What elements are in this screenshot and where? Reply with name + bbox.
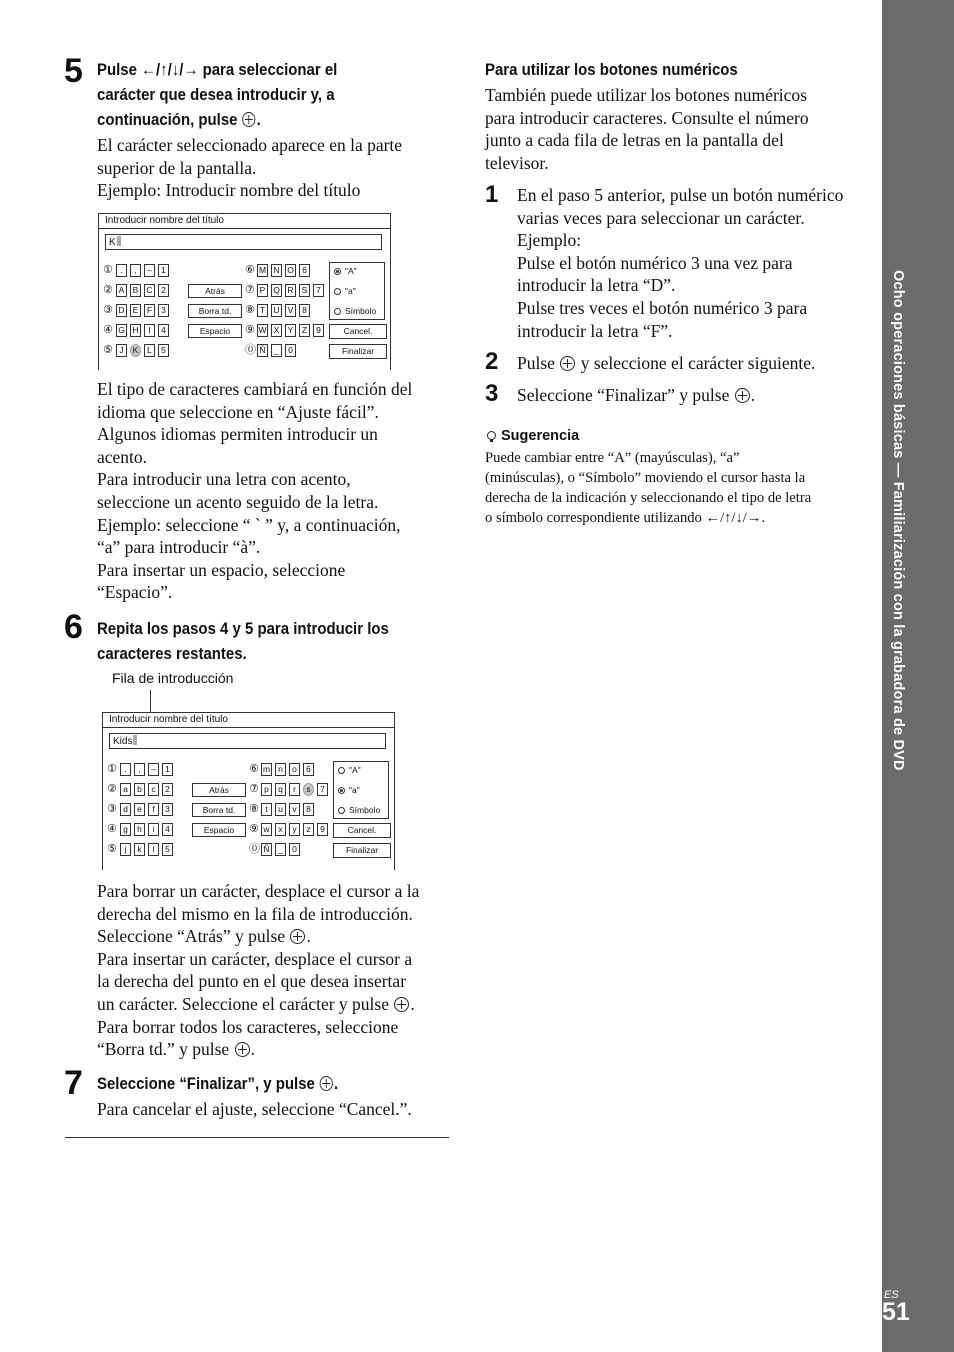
- enter-icon: [243, 112, 256, 127]
- char-key[interactable]: C: [144, 284, 155, 297]
- enter-icon: [560, 356, 575, 371]
- char-key[interactable]: G: [116, 324, 127, 337]
- char-key[interactable]: 8: [303, 803, 314, 816]
- char-key[interactable]: i: [148, 823, 159, 836]
- char-key[interactable]: 6: [299, 264, 310, 277]
- enter-icon: [394, 997, 409, 1012]
- char-key[interactable]: n: [275, 763, 286, 776]
- row-number: ⑦: [249, 783, 259, 795]
- char-key[interactable]: L: [144, 344, 155, 357]
- char-key[interactable]: u: [275, 803, 286, 816]
- char-key[interactable]: 9: [313, 324, 324, 337]
- case-option[interactable]: [334, 286, 356, 297]
- case-option[interactable]: [338, 765, 361, 776]
- char-key[interactable]: s: [303, 783, 314, 796]
- step-5-body-2: El tipo de caracteres cambiará en función del idioma que seleccione en “Ajuste fácil”. Algunos idiomas permiten introducir un acento. Para introducir una letra con acento, seleccione un acento seguido de la letra. Ejemplo: seleccione “ ` ” y, a continuación, “a” para introducir “à”. Para insertar un espacio, seleccione “Espacio”.: [97, 379, 413, 603]
- char-key[interactable]: S: [299, 284, 310, 297]
- side-tab-title: Ocho operaciones básicas — Familiarización con la grabadora de DVD: [890, 270, 906, 771]
- step-7-number: 7: [64, 1064, 83, 1102]
- char-key[interactable]: W: [258, 325, 267, 335]
- char-key[interactable]: 0: [289, 843, 300, 856]
- char-key[interactable]: 8: [299, 304, 310, 317]
- char-key[interactable]: K: [130, 344, 141, 357]
- title-input-field[interactable]: Kids: [109, 733, 386, 749]
- step-5-heading: Pulse ←/↑/↓/→ para seleccionar el carácter que desea introducir y, a continuación, pulse .: [97, 60, 338, 129]
- title-input-screen-1: [98, 213, 391, 370]
- char-key[interactable]: ,: [130, 264, 141, 277]
- numeric-buttons-heading: Para utilizar los botones numéricos: [485, 60, 738, 79]
- row-number: ⑧: [245, 304, 255, 316]
- char-key[interactable]: H: [130, 324, 141, 337]
- char-key[interactable]: h: [134, 823, 145, 836]
- option-label: "a": [349, 785, 360, 795]
- char-key[interactable]: d: [120, 803, 131, 816]
- char-key[interactable]: V: [285, 304, 296, 317]
- char-key[interactable]: o: [289, 763, 300, 776]
- char-key[interactable]: b: [134, 783, 145, 796]
- radio-icon: [338, 787, 345, 794]
- row-number: ⑥: [245, 264, 255, 276]
- row-number: ⑥: [249, 763, 259, 775]
- char-key[interactable]: r: [289, 783, 300, 796]
- char-key[interactable]: J: [116, 344, 127, 357]
- char-key[interactable]: A: [116, 284, 127, 297]
- row-number: ⑤: [103, 344, 113, 356]
- char-key[interactable]: p: [261, 783, 272, 796]
- row-number: ④: [107, 823, 117, 835]
- screen-title: Introducir nombre del título: [109, 714, 228, 725]
- char-key[interactable]: _: [275, 843, 286, 856]
- radio-icon: [334, 288, 341, 295]
- char-key[interactable]: B: [130, 284, 141, 297]
- char-key[interactable]: Z: [299, 324, 310, 337]
- page-number: 51: [882, 1298, 910, 1326]
- char-key[interactable]: .: [116, 264, 127, 277]
- numeric-intro: También puede utilizar los botones numéricos para introducir caracteres. Consulte el número junto a cada fila de letras en la pantalla del televisor.: [485, 85, 809, 173]
- char-key[interactable]: 4: [162, 823, 173, 836]
- char-key[interactable]: 9: [317, 823, 328, 836]
- row-number: ⑨: [245, 324, 255, 336]
- char-key[interactable]: 5: [158, 344, 169, 357]
- row-number: ②: [107, 783, 117, 795]
- screen-title: Introducir nombre del título: [105, 215, 224, 226]
- option-label: "A": [345, 266, 357, 276]
- char-key[interactable]: F: [144, 304, 155, 317]
- char-key[interactable]: Q: [271, 284, 282, 297]
- char-key[interactable]: 0: [285, 344, 296, 357]
- char-key[interactable]: 2: [158, 284, 169, 297]
- enter-icon: [735, 388, 750, 403]
- step-6-heading: Repita los pasos 4 y 5 para introducir los caracteres restantes.: [97, 619, 389, 663]
- char-key[interactable]: O: [285, 264, 296, 277]
- row-number: ⑤: [107, 843, 117, 855]
- char-key[interactable]: _: [271, 344, 282, 357]
- radio-icon: [334, 308, 341, 315]
- action-button[interactable]: Atrás: [192, 783, 246, 797]
- lightbulb-icon: [485, 428, 497, 442]
- char-key[interactable]: Ñ: [257, 344, 268, 357]
- char-key[interactable]: 1: [162, 763, 173, 776]
- radio-icon: [334, 268, 341, 275]
- char-key[interactable]: 6: [303, 763, 314, 776]
- option-label: Símbolo: [349, 805, 381, 815]
- char-key[interactable]: c: [148, 783, 159, 796]
- char-key[interactable]: –: [144, 264, 155, 277]
- char-key[interactable]: X: [271, 324, 282, 337]
- step-7-body: Para cancelar el ajuste, seleccione “Cancel.”.: [97, 1099, 412, 1119]
- divider: [103, 727, 394, 728]
- char-key[interactable]: e: [134, 803, 145, 816]
- substep-3-body: Seleccione “Finalizar” y pulse .: [517, 385, 756, 405]
- finalize-button[interactable]: Finalizar: [333, 843, 391, 858]
- action-button[interactable]: Espacio: [192, 823, 246, 837]
- char-key[interactable]: N: [271, 264, 282, 277]
- char-key[interactable]: z: [303, 823, 314, 836]
- char-key[interactable]: 7: [317, 783, 328, 796]
- char-key[interactable]: a: [120, 783, 131, 796]
- row-number: ③: [103, 304, 113, 316]
- char-key[interactable]: ,: [134, 763, 145, 776]
- step-5-number: 5: [64, 52, 83, 90]
- substep-2-number: 2: [485, 348, 499, 375]
- divider: [99, 228, 390, 229]
- row-number: ⓪: [245, 344, 256, 356]
- action-button[interactable]: Atrás: [188, 284, 242, 298]
- step-7-heading: Seleccione “Finalizar”, y pulse .: [97, 1074, 339, 1093]
- enter-icon: [320, 1076, 333, 1091]
- row-number: ⓪: [249, 843, 260, 855]
- enter-icon: [235, 1042, 250, 1057]
- char-key[interactable]: f: [148, 803, 159, 816]
- enter-icon: [290, 929, 305, 944]
- row-number: ⑦: [245, 284, 255, 296]
- row-number: ④: [103, 324, 113, 336]
- case-option[interactable]: [338, 785, 360, 796]
- char-key[interactable]: w: [261, 823, 272, 836]
- cancel-button[interactable]: Cancel.: [329, 324, 387, 339]
- char-key[interactable]: I: [144, 324, 155, 337]
- section-rule: [65, 1137, 449, 1138]
- char-key[interactable]: 1: [158, 264, 169, 277]
- substep-2-body: Pulse y seleccione el carácter siguiente.: [517, 353, 816, 373]
- text-cursor: [117, 236, 121, 246]
- step-6-body: Para borrar un carácter, desplace el cursor a la derecha del mismo en la fila de introducción. Seleccione “Atrás” y pulse . Para insertar un carácter, desplace el cursor a la derecha del punto en el que desea insertar un carácter. Seleccione el carácter y pulse . Para borrar todos los caracteres, seleccione “Borra td.” y pulse .: [97, 881, 420, 1060]
- char-key[interactable]: .: [120, 763, 131, 776]
- step-6-number: 6: [64, 608, 83, 646]
- title-input-field[interactable]: K: [105, 234, 382, 250]
- option-label: "A": [349, 765, 361, 775]
- tip-body: Puede cambiar entre “A” (mayúsculas), “a” (minúsculas), o “Símbolo” moviendo el cursor hasta la derecha de la indicación y seleccionando el tipo de letra o símbolo correspondiente utilizando ←/↑/↓/→.: [485, 450, 812, 526]
- char-key[interactable]: y: [289, 823, 300, 836]
- char-key[interactable]: U: [271, 304, 282, 317]
- char-key[interactable]: R: [285, 284, 296, 297]
- char-key[interactable]: T: [257, 304, 268, 317]
- char-key[interactable]: E: [130, 304, 141, 317]
- radio-icon: [338, 807, 345, 814]
- option-label: Símbolo: [345, 306, 377, 316]
- case-option[interactable]: [334, 306, 376, 317]
- tip-heading: Sugerencia: [485, 428, 579, 444]
- substep-1-body: En el paso 5 anterior, pulse un botón numérico varias veces para seleccionar un carácter. Ejemplo: Pulse el botón numérico 3 una vez para introducir la letra “D”. Pulse tres veces el botón numérico 3 para introducir la letra “F”.: [517, 185, 844, 341]
- char-key[interactable]: Ñ: [261, 843, 272, 856]
- action-button[interactable]: Borra td.: [188, 304, 242, 318]
- char-key[interactable]: m: [262, 764, 271, 774]
- row-number: ③: [107, 803, 117, 815]
- char-key[interactable]: 4: [158, 324, 169, 337]
- char-key[interactable]: M: [258, 265, 267, 275]
- row-number: ⑨: [249, 823, 259, 835]
- row-number: ①: [103, 264, 113, 276]
- char-key[interactable]: x: [275, 823, 286, 836]
- char-key[interactable]: D: [116, 304, 127, 317]
- char-key[interactable]: k: [134, 843, 145, 856]
- callout-label: Fila de introducción: [112, 670, 234, 686]
- char-key[interactable]: q: [275, 783, 286, 796]
- char-key[interactable]: Y: [285, 324, 296, 337]
- substep-3-number: 3: [485, 380, 499, 407]
- page-language: ES: [884, 1289, 899, 1301]
- char-key[interactable]: l: [148, 843, 159, 856]
- char-key[interactable]: P: [257, 284, 268, 297]
- char-key[interactable]: 2: [162, 783, 173, 796]
- step-5-body: El carácter seleccionado aparece en la parte superior de la pantalla. Ejemplo: Introducir nombre del título: [97, 135, 403, 201]
- radio-icon: [338, 767, 345, 774]
- action-button[interactable]: Espacio: [188, 324, 242, 338]
- char-key[interactable]: 3: [162, 803, 173, 816]
- case-option[interactable]: [334, 266, 357, 277]
- case-option[interactable]: [338, 805, 380, 816]
- action-button[interactable]: Borra td.: [192, 803, 246, 817]
- char-key[interactable]: t: [261, 803, 272, 816]
- cancel-button[interactable]: Cancel.: [333, 823, 391, 838]
- substep-1-number: 1: [485, 181, 499, 208]
- char-key[interactable]: –: [148, 763, 159, 776]
- finalize-button[interactable]: Finalizar: [329, 344, 387, 359]
- char-key[interactable]: g: [120, 823, 131, 836]
- row-number: ②: [103, 284, 113, 296]
- char-key[interactable]: v: [289, 803, 300, 816]
- row-number: ①: [107, 763, 117, 775]
- text-cursor: [133, 735, 137, 745]
- option-label: "a": [345, 286, 356, 296]
- char-key[interactable]: 3: [158, 304, 169, 317]
- char-key[interactable]: j: [120, 843, 131, 856]
- char-key[interactable]: 5: [162, 843, 173, 856]
- char-key[interactable]: 7: [313, 284, 324, 297]
- title-input-screen-2: [102, 712, 395, 870]
- row-number: ⑧: [249, 803, 259, 815]
